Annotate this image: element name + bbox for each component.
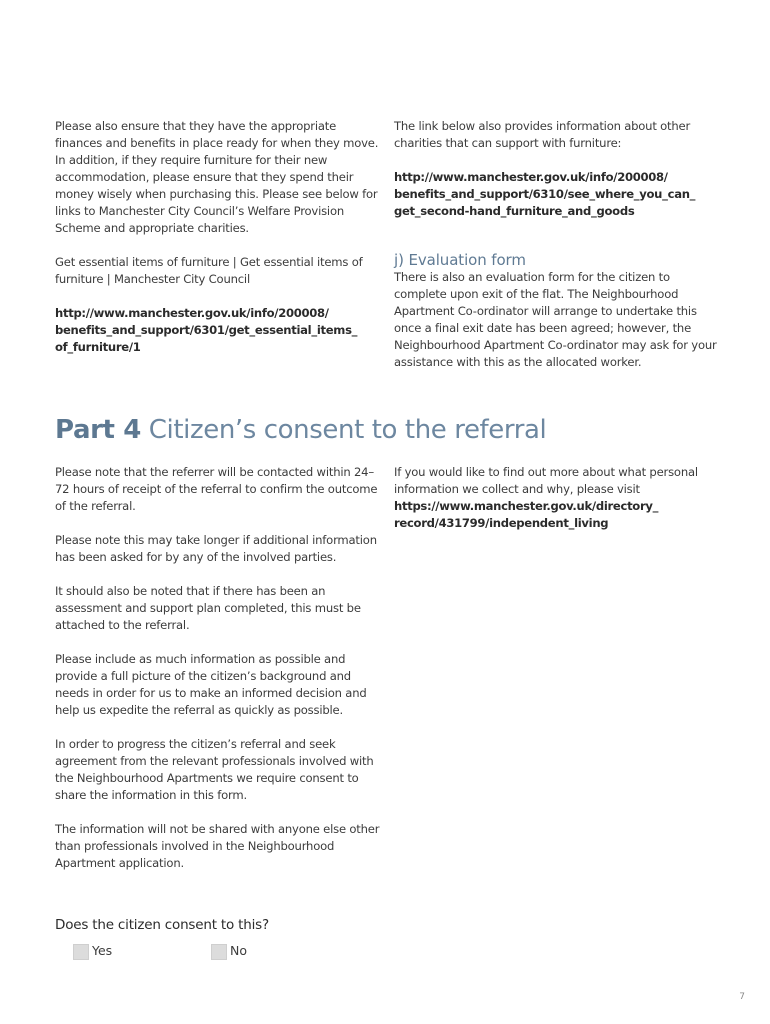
evaluation-form-body: There is also an evaluation form for the citizen to complete upon exit of the flat. The Neighbourhood Apartment Co-ordinator will arrange to undertake this once a final exit date has been agreed; however, the Neighbourhood Apartment Co-ordinator may ask for your assistance with this as the allocated worker. <box>394 270 717 369</box>
yes-checkbox[interactable] <box>73 944 89 960</box>
independent-living-link[interactable]: https://www.manchester.gov.uk/directory_ record/431799/independent_living <box>394 499 659 530</box>
left-column-bottom <box>55 464 385 889</box>
include-information-paragraph: Please include as much information as possible and provide a full picture of the citizen’s background and needs in order for us to make an informed decision and help us expedite the referral as quickly as possible. <box>55 652 367 717</box>
additional-info-paragraph: Please note this may take longer if additional information has been asked for by any of the involved parties. <box>55 533 377 564</box>
consent-yes-option[interactable] <box>73 942 112 960</box>
no-checkbox[interactable] <box>211 944 227 960</box>
consent-required-paragraph: In order to progress the citizen’s referral and seek agreement from the relevant professionals involved with the Neighbourhood Apartments we require consent to share the information in this form. <box>55 737 374 802</box>
part4-number: Part 4 <box>55 415 141 445</box>
assessment-plan-paragraph: It should also be noted that if there has been an assessment and support plan completed, this must be attached to the referral. <box>55 584 361 632</box>
second-hand-furniture-link[interactable]: http://www.manchester.gov.uk/info/200008/ benefits_and_support/6310/see_where_you_can_ get_second-hand_furniture_and_goods <box>394 170 696 218</box>
privacy-paragraph: If you would like to find out more about what personal information we collect and why, please visit <box>394 465 698 496</box>
charities-paragraph: The link below also provides information about other charities that can support with furniture: <box>394 119 691 150</box>
part4-heading <box>55 413 546 447</box>
referrer-contact-paragraph: Please note that the referrer will be contacted within 24–72 hours of receipt of the referral to confirm the outcome of the referral. <box>55 465 378 513</box>
evaluation-form-heading: j) Evaluation form <box>394 251 526 269</box>
essential-items-link[interactable]: http://www.manchester.gov.uk/info/200008/ benefits_and_support/6301/get_essential_items_ of_furniture/1 <box>55 306 358 354</box>
consent-no-option[interactable] <box>211 942 247 960</box>
left-column-top <box>55 118 380 373</box>
right-column-bottom <box>394 464 724 532</box>
finances-paragraph: Please also ensure that they have the appropriate finances and benefits in place ready for when they move. In addition, if they require furniture for their new accommodation, please ensure that they spend their money wisely when purchasing this. Please see below for links to Manchester City Council’s Welfare Provision Scheme and appropriate charities. <box>55 119 379 235</box>
yes-label: Yes <box>92 943 113 958</box>
part4-title: Citizen’s consent to the referral <box>148 415 547 445</box>
consent-question: Does the citizen consent to this? <box>55 917 269 933</box>
no-label: No <box>230 943 247 958</box>
information-sharing-paragraph: The information will not be shared with anyone else other than professionals involved in the Neighbourhood Apartment application. <box>55 822 380 870</box>
essential-items-paragraph[interactable]: Get essential items of furniture | Get essential items of furniture | Manchester City Council <box>55 255 363 286</box>
page-number: 7 <box>739 992 745 1002</box>
right-column-top <box>394 118 719 388</box>
